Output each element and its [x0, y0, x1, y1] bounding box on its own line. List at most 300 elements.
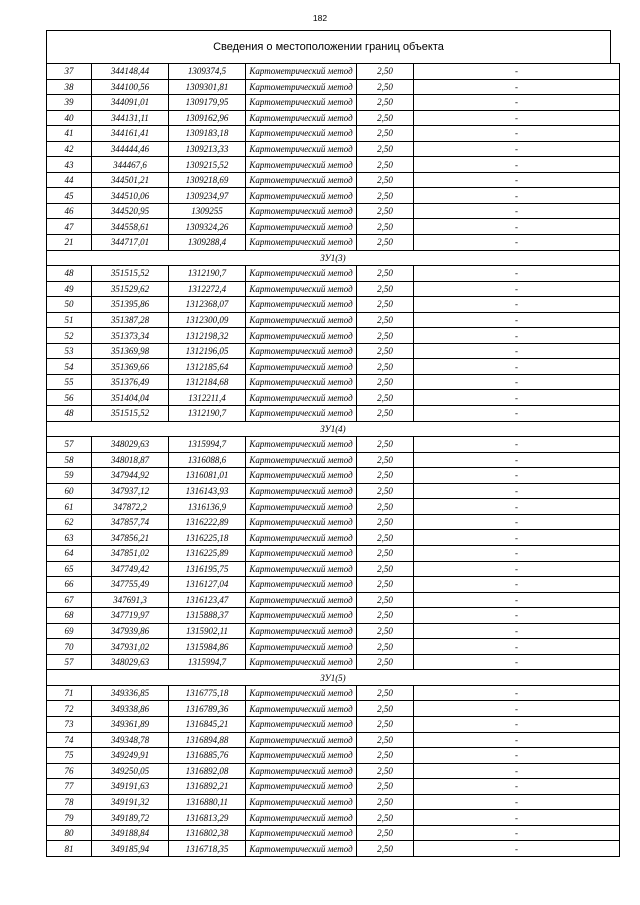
x-coordinate-cell: 344520,95 — [92, 203, 169, 219]
table-row — [47, 825, 620, 841]
description-cell: - — [414, 685, 620, 701]
table-row — [47, 794, 620, 810]
point-number-cell: 66 — [47, 577, 92, 593]
y-coordinate-cell: 1309213,33 — [169, 141, 246, 157]
table-row — [47, 157, 620, 173]
x-coordinate-cell: 347931,02 — [92, 639, 169, 655]
table-row — [47, 779, 620, 795]
point-number-cell: 76 — [47, 763, 92, 779]
method-cell: Картометрический метод — [246, 219, 357, 235]
description-cell: - — [414, 95, 620, 111]
precision-cell: 2,50 — [357, 281, 414, 297]
point-number-cell: 68 — [47, 608, 92, 624]
precision-cell: 2,50 — [357, 468, 414, 484]
description-cell: - — [414, 763, 620, 779]
x-coordinate-cell: 351369,98 — [92, 343, 169, 359]
x-coordinate-cell: 347851,02 — [92, 545, 169, 561]
table-row — [47, 297, 620, 313]
description-cell: - — [414, 794, 620, 810]
precision-cell: 2,50 — [357, 452, 414, 468]
x-coordinate-cell: 347856,21 — [92, 530, 169, 546]
x-coordinate-cell: 344131,11 — [92, 110, 169, 126]
section-label: ЗУ1(5) — [47, 670, 620, 686]
point-number-cell: 43 — [47, 157, 92, 173]
x-coordinate-cell: 351404,04 — [92, 390, 169, 406]
x-coordinate-cell: 347944,92 — [92, 468, 169, 484]
y-coordinate-cell: 1309255 — [169, 203, 246, 219]
method-cell: Картометрический метод — [246, 297, 357, 313]
y-coordinate-cell: 1316845,21 — [169, 716, 246, 732]
y-coordinate-cell: 1312185,64 — [169, 359, 246, 375]
description-cell: - — [414, 499, 620, 515]
section-header-row — [47, 250, 620, 266]
method-cell: Картометрический метод — [246, 95, 357, 111]
method-cell: Картометрический метод — [246, 110, 357, 126]
precision-cell: 2,50 — [357, 779, 414, 795]
table-row — [47, 266, 620, 282]
description-cell: - — [414, 608, 620, 624]
method-cell: Картометрический метод — [246, 483, 357, 499]
method-cell: Картометрический метод — [246, 499, 357, 515]
point-number-cell: 79 — [47, 810, 92, 826]
x-coordinate-cell: 347691,3 — [92, 592, 169, 608]
point-number-cell: 46 — [47, 203, 92, 219]
precision-cell: 2,50 — [357, 203, 414, 219]
y-coordinate-cell: 1316143,93 — [169, 483, 246, 499]
y-coordinate-cell: 1315994,7 — [169, 654, 246, 670]
point-number-cell: 61 — [47, 499, 92, 515]
x-coordinate-cell: 347937,12 — [92, 483, 169, 499]
method-cell: Картометрический метод — [246, 716, 357, 732]
y-coordinate-cell: 1312198,32 — [169, 328, 246, 344]
method-cell: Картометрический метод — [246, 592, 357, 608]
method-cell: Картометрический метод — [246, 514, 357, 530]
description-cell: - — [414, 623, 620, 639]
description-cell: - — [414, 716, 620, 732]
point-number-cell: 65 — [47, 561, 92, 577]
point-number-cell: 71 — [47, 685, 92, 701]
point-number-cell: 42 — [47, 141, 92, 157]
x-coordinate-cell: 349191,63 — [92, 779, 169, 795]
method-cell: Картометрический метод — [246, 608, 357, 624]
table-row — [47, 810, 620, 826]
method-cell: Картометрический метод — [246, 468, 357, 484]
point-number-cell: 75 — [47, 748, 92, 764]
point-number-cell: 51 — [47, 312, 92, 328]
precision-cell: 2,50 — [357, 685, 414, 701]
y-coordinate-cell: 1312184,68 — [169, 374, 246, 390]
point-number-cell: 77 — [47, 779, 92, 795]
description-cell: - — [414, 157, 620, 173]
x-coordinate-cell: 347755,49 — [92, 577, 169, 593]
point-number-cell: 44 — [47, 172, 92, 188]
method-cell: Картометрический метод — [246, 126, 357, 142]
precision-cell: 2,50 — [357, 825, 414, 841]
precision-cell: 2,50 — [357, 157, 414, 173]
point-number-cell: 81 — [47, 841, 92, 857]
description-cell: - — [414, 779, 620, 795]
y-coordinate-cell: 1312368,07 — [169, 297, 246, 313]
x-coordinate-cell: 349249,91 — [92, 748, 169, 764]
table-row — [47, 219, 620, 235]
point-number-cell: 60 — [47, 483, 92, 499]
precision-cell: 2,50 — [357, 483, 414, 499]
precision-cell: 2,50 — [357, 79, 414, 95]
description-cell: - — [414, 126, 620, 142]
point-number-cell: 56 — [47, 390, 92, 406]
table-row — [47, 141, 620, 157]
point-number-cell: 48 — [47, 266, 92, 282]
x-coordinate-cell: 347857,74 — [92, 514, 169, 530]
description-cell: - — [414, 312, 620, 328]
point-number-cell: 59 — [47, 468, 92, 484]
precision-cell: 2,50 — [357, 794, 414, 810]
description-cell: - — [414, 732, 620, 748]
section-header-row — [47, 670, 620, 686]
table-row — [47, 235, 620, 251]
table-row — [47, 685, 620, 701]
table-row — [47, 763, 620, 779]
description-cell: - — [414, 390, 620, 406]
table-row — [47, 390, 620, 406]
precision-cell: 2,50 — [357, 639, 414, 655]
description-cell: - — [414, 141, 620, 157]
y-coordinate-cell: 1312190,7 — [169, 266, 246, 282]
y-coordinate-cell: 1312300,09 — [169, 312, 246, 328]
description-cell: - — [414, 483, 620, 499]
point-number-cell: 50 — [47, 297, 92, 313]
precision-cell: 2,50 — [357, 623, 414, 639]
description-cell: - — [414, 639, 620, 655]
x-coordinate-cell: 351373,34 — [92, 328, 169, 344]
y-coordinate-cell: 1316718,35 — [169, 841, 246, 857]
x-coordinate-cell: 348018,87 — [92, 452, 169, 468]
y-coordinate-cell: 1316127,04 — [169, 577, 246, 593]
point-number-cell: 47 — [47, 219, 92, 235]
x-coordinate-cell: 344100,56 — [92, 79, 169, 95]
precision-cell: 2,50 — [357, 810, 414, 826]
table-row — [47, 188, 620, 204]
method-cell: Картометрический метод — [246, 561, 357, 577]
method-cell: Картометрический метод — [246, 406, 357, 422]
page-number: 182 — [312, 13, 328, 23]
x-coordinate-cell: 344558,61 — [92, 219, 169, 235]
method-cell: Картометрический метод — [246, 266, 357, 282]
precision-cell: 2,50 — [357, 359, 414, 375]
method-cell: Картометрический метод — [246, 639, 357, 655]
table-row — [47, 514, 620, 530]
y-coordinate-cell: 1316136,9 — [169, 499, 246, 515]
method-cell: Картометрический метод — [246, 64, 357, 80]
y-coordinate-cell: 1309301,81 — [169, 79, 246, 95]
table-row — [47, 561, 620, 577]
point-number-cell: 37 — [47, 64, 92, 80]
table-row — [47, 95, 620, 111]
description-cell: - — [414, 359, 620, 375]
method-cell: Картометрический метод — [246, 685, 357, 701]
precision-cell: 2,50 — [357, 126, 414, 142]
y-coordinate-cell: 1316225,89 — [169, 545, 246, 561]
x-coordinate-cell: 349336,85 — [92, 685, 169, 701]
precision-cell: 2,50 — [357, 748, 414, 764]
description-cell: - — [414, 343, 620, 359]
y-coordinate-cell: 1315902,11 — [169, 623, 246, 639]
method-cell: Картометрический метод — [246, 79, 357, 95]
precision-cell: 2,50 — [357, 188, 414, 204]
method-cell: Картометрический метод — [246, 748, 357, 764]
y-coordinate-cell: 1312211,4 — [169, 390, 246, 406]
point-number-cell: 62 — [47, 514, 92, 530]
point-number-cell: 58 — [47, 452, 92, 468]
description-cell: - — [414, 328, 620, 344]
method-cell: Картометрический метод — [246, 235, 357, 251]
precision-cell: 2,50 — [357, 716, 414, 732]
point-number-cell: 41 — [47, 126, 92, 142]
method-cell: Картометрический метод — [246, 452, 357, 468]
method-cell: Картометрический метод — [246, 390, 357, 406]
table-row — [47, 203, 620, 219]
x-coordinate-cell: 347719,97 — [92, 608, 169, 624]
precision-cell: 2,50 — [357, 654, 414, 670]
table-row — [47, 499, 620, 515]
table-row — [47, 592, 620, 608]
x-coordinate-cell: 349191,32 — [92, 794, 169, 810]
description-cell: - — [414, 452, 620, 468]
table-row — [47, 79, 620, 95]
description-cell: - — [414, 654, 620, 670]
description-cell: - — [414, 437, 620, 453]
method-cell: Картометрический метод — [246, 623, 357, 639]
description-cell: - — [414, 825, 620, 841]
point-number-cell: 38 — [47, 79, 92, 95]
precision-cell: 2,50 — [357, 374, 414, 390]
precision-cell: 2,50 — [357, 64, 414, 80]
precision-cell: 2,50 — [357, 545, 414, 561]
precision-cell: 2,50 — [357, 343, 414, 359]
description-cell: - — [414, 297, 620, 313]
method-cell: Картометрический метод — [246, 172, 357, 188]
y-coordinate-cell: 1309234,97 — [169, 188, 246, 204]
point-number-cell: 74 — [47, 732, 92, 748]
method-cell: Картометрический метод — [246, 654, 357, 670]
point-number-cell: 48 — [47, 406, 92, 422]
point-number-cell: 21 — [47, 235, 92, 251]
table-row — [47, 701, 620, 717]
x-coordinate-cell: 347872,2 — [92, 499, 169, 515]
x-coordinate-cell: 349188,84 — [92, 825, 169, 841]
precision-cell: 2,50 — [357, 110, 414, 126]
description-cell: - — [414, 79, 620, 95]
y-coordinate-cell: 1316195,75 — [169, 561, 246, 577]
description-cell: - — [414, 203, 620, 219]
precision-cell: 2,50 — [357, 266, 414, 282]
description-cell: - — [414, 592, 620, 608]
table-row — [47, 841, 620, 857]
method-cell: Картометрический метод — [246, 701, 357, 717]
precision-cell: 2,50 — [357, 732, 414, 748]
x-coordinate-cell: 351515,52 — [92, 266, 169, 282]
point-number-cell: 49 — [47, 281, 92, 297]
method-cell: Картометрический метод — [246, 794, 357, 810]
precision-cell: 2,50 — [357, 406, 414, 422]
point-number-cell: 69 — [47, 623, 92, 639]
method-cell: Картометрический метод — [246, 374, 357, 390]
description-cell: - — [414, 219, 620, 235]
table-row — [47, 483, 620, 499]
method-cell: Картометрический метод — [246, 825, 357, 841]
x-coordinate-cell: 351387,28 — [92, 312, 169, 328]
precision-cell: 2,50 — [357, 530, 414, 546]
x-coordinate-cell: 349250,05 — [92, 763, 169, 779]
description-cell: - — [414, 514, 620, 530]
y-coordinate-cell: 1316802,38 — [169, 825, 246, 841]
method-cell: Картометрический метод — [246, 359, 357, 375]
description-cell: - — [414, 374, 620, 390]
description-cell: - — [414, 64, 620, 80]
x-coordinate-cell: 351376,49 — [92, 374, 169, 390]
precision-cell: 2,50 — [357, 763, 414, 779]
x-coordinate-cell: 351395,86 — [92, 297, 169, 313]
table-row — [47, 716, 620, 732]
table-row — [47, 343, 620, 359]
description-cell: - — [414, 530, 620, 546]
point-number-cell: 72 — [47, 701, 92, 717]
y-coordinate-cell: 1312190,7 — [169, 406, 246, 422]
table-row — [47, 312, 620, 328]
y-coordinate-cell: 1316225,18 — [169, 530, 246, 546]
precision-cell: 2,50 — [357, 312, 414, 328]
x-coordinate-cell: 349185,94 — [92, 841, 169, 857]
y-coordinate-cell: 1316789,36 — [169, 701, 246, 717]
y-coordinate-cell: 1316892,08 — [169, 763, 246, 779]
description-cell: - — [414, 188, 620, 204]
y-coordinate-cell: 1316813,29 — [169, 810, 246, 826]
y-coordinate-cell: 1309215,52 — [169, 157, 246, 173]
point-number-cell: 39 — [47, 95, 92, 111]
x-coordinate-cell: 351515,52 — [92, 406, 169, 422]
x-coordinate-cell: 344161,41 — [92, 126, 169, 142]
point-number-cell: 67 — [47, 592, 92, 608]
section-label: ЗУ1(4) — [47, 421, 620, 437]
precision-cell: 2,50 — [357, 297, 414, 313]
precision-cell: 2,50 — [357, 608, 414, 624]
x-coordinate-cell: 344717,01 — [92, 235, 169, 251]
y-coordinate-cell: 1309218,69 — [169, 172, 246, 188]
method-cell: Картометрический метод — [246, 810, 357, 826]
table-row — [47, 126, 620, 142]
x-coordinate-cell: 349189,72 — [92, 810, 169, 826]
point-number-cell: 54 — [47, 359, 92, 375]
description-cell: - — [414, 281, 620, 297]
y-coordinate-cell: 1316880,11 — [169, 794, 246, 810]
description-cell: - — [414, 577, 620, 593]
precision-cell: 2,50 — [357, 499, 414, 515]
table-row — [47, 172, 620, 188]
point-number-cell: 40 — [47, 110, 92, 126]
method-cell: Картометрический метод — [246, 157, 357, 173]
y-coordinate-cell: 1316894,88 — [169, 732, 246, 748]
x-coordinate-cell: 349348,78 — [92, 732, 169, 748]
description-cell: - — [414, 810, 620, 826]
x-coordinate-cell: 344467,6 — [92, 157, 169, 173]
description-cell: - — [414, 172, 620, 188]
x-coordinate-cell: 344091,01 — [92, 95, 169, 111]
point-number-cell: 53 — [47, 343, 92, 359]
table-row — [47, 406, 620, 422]
precision-cell: 2,50 — [357, 577, 414, 593]
document-frame — [46, 30, 611, 857]
y-coordinate-cell: 1309179,95 — [169, 95, 246, 111]
method-cell: Картометрический метод — [246, 437, 357, 453]
x-coordinate-cell: 344148,44 — [92, 64, 169, 80]
table-row — [47, 110, 620, 126]
x-coordinate-cell: 344444,46 — [92, 141, 169, 157]
method-cell: Картометрический метод — [246, 141, 357, 157]
precision-cell: 2,50 — [357, 328, 414, 344]
x-coordinate-cell: 349338,86 — [92, 701, 169, 717]
table-row — [47, 608, 620, 624]
coordinates-table-body — [47, 64, 620, 857]
description-cell: - — [414, 266, 620, 282]
y-coordinate-cell: 1316222,89 — [169, 514, 246, 530]
precision-cell: 2,50 — [357, 172, 414, 188]
method-cell: Картометрический метод — [246, 732, 357, 748]
table-row — [47, 452, 620, 468]
method-cell: Картометрический метод — [246, 203, 357, 219]
method-cell: Картометрический метод — [246, 343, 357, 359]
description-cell: - — [414, 406, 620, 422]
y-coordinate-cell: 1316123,47 — [169, 592, 246, 608]
method-cell: Картометрический метод — [246, 779, 357, 795]
x-coordinate-cell: 347939,86 — [92, 623, 169, 639]
table-row — [47, 732, 620, 748]
method-cell: Картометрический метод — [246, 530, 357, 546]
description-cell: - — [414, 468, 620, 484]
method-cell: Картометрический метод — [246, 841, 357, 857]
y-coordinate-cell: 1316885,76 — [169, 748, 246, 764]
point-number-cell: 55 — [47, 374, 92, 390]
table-row — [47, 468, 620, 484]
table-row — [47, 623, 620, 639]
point-number-cell: 45 — [47, 188, 92, 204]
point-number-cell: 63 — [47, 530, 92, 546]
table-row — [47, 530, 620, 546]
precision-cell: 2,50 — [357, 514, 414, 530]
point-number-cell: 80 — [47, 825, 92, 841]
y-coordinate-cell: 1316892,21 — [169, 779, 246, 795]
section-label: ЗУ1(3) — [47, 250, 620, 266]
point-number-cell: 57 — [47, 654, 92, 670]
y-coordinate-cell: 1312272,4 — [169, 281, 246, 297]
precision-cell: 2,50 — [357, 437, 414, 453]
point-number-cell: 78 — [47, 794, 92, 810]
precision-cell: 2,50 — [357, 235, 414, 251]
y-coordinate-cell: 1312196,05 — [169, 343, 246, 359]
x-coordinate-cell: 351369,66 — [92, 359, 169, 375]
description-cell: - — [414, 110, 620, 126]
y-coordinate-cell: 1315888,37 — [169, 608, 246, 624]
x-coordinate-cell: 347749,42 — [92, 561, 169, 577]
method-cell: Картометрический метод — [246, 281, 357, 297]
precision-cell: 2,50 — [357, 701, 414, 717]
x-coordinate-cell: 351529,62 — [92, 281, 169, 297]
method-cell: Картометрический метод — [246, 328, 357, 344]
point-number-cell: 57 — [47, 437, 92, 453]
point-number-cell: 70 — [47, 639, 92, 655]
description-cell: - — [414, 561, 620, 577]
table-row — [47, 64, 620, 80]
y-coordinate-cell: 1316081,01 — [169, 468, 246, 484]
